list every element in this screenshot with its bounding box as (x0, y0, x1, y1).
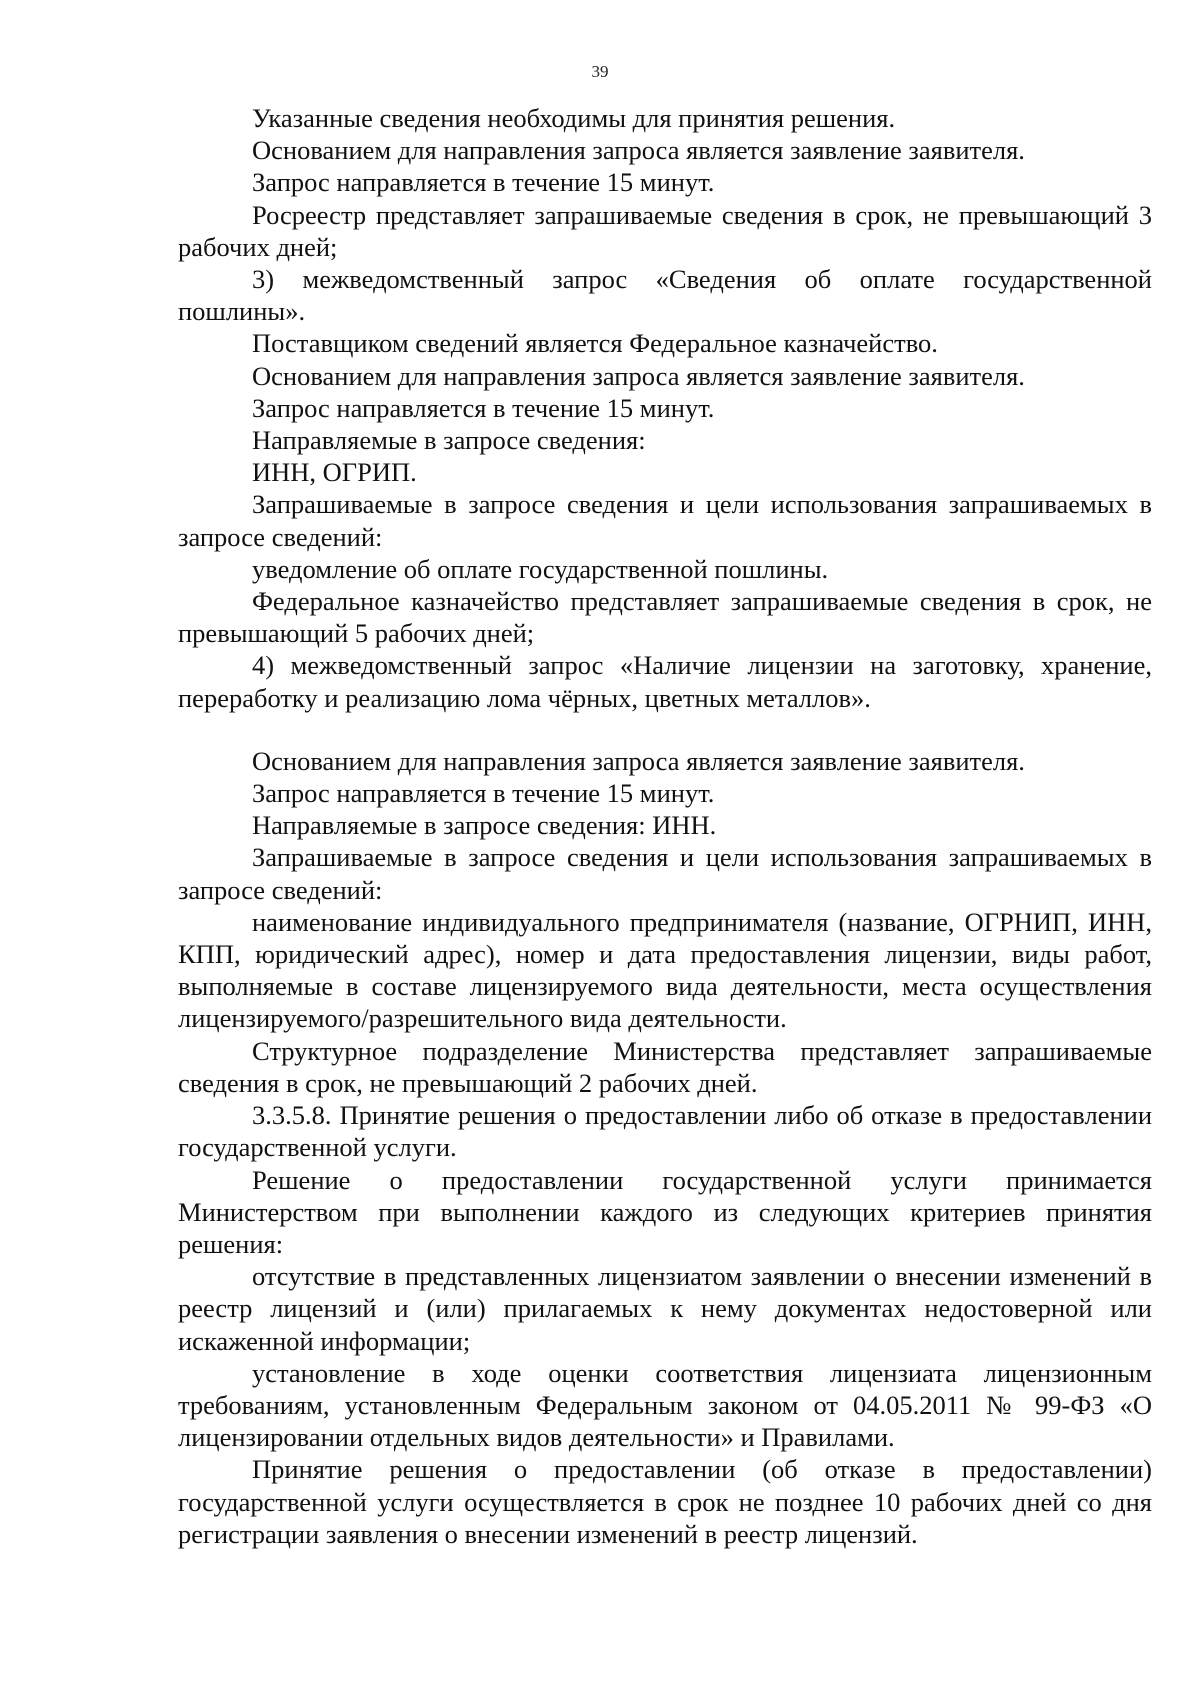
paragraph: Направляемые в запросе сведения: ИНН. (252, 810, 717, 841)
paragraph: Основанием для направления запроса является заявление заявителя. (252, 360, 1025, 391)
document-body (178, 102, 1152, 1550)
paragraph: Решение о предоставлении государственной услуги принимается Министерством при выполнении каждого из следующих критериев принятия решения: (178, 1164, 1152, 1259)
paragraph: 3) межведомственный запрос «Сведения об оплате государственной пошлины». (178, 264, 1152, 327)
paragraph: Запрос направляется в течение 15 минут. (252, 392, 715, 423)
paragraph: установление в ходе оценки соответствия лицензиата лицензионным требованиям, установленным Федеральным законом от 04.05.2011 № 99-ФЗ «О лицензировании отдельных видов деятельности» и Правилами. (178, 1357, 1152, 1453)
paragraph: Федеральное казначейство представляет запрашиваемые сведения в срок, не превышающий 5 рабочих дней; (178, 586, 1152, 649)
paragraph: Запрос направляется в течение 15 минут. (252, 778, 715, 809)
paragraph: 4) межведомственный запрос «Наличие лицензии на заготовку, хранение, переработку и реализацию лома чёрных, цветных металлов». (178, 650, 1152, 713)
paragraph: ИНН, ОГРИП. (252, 457, 417, 488)
paragraph: Росреестр представляет запрашиваемые сведения в срок, не превышающий 3 рабочих дней; (178, 199, 1152, 262)
paragraph: Запрашиваемые в запросе сведения и цели использования запрашиваемых в запросе сведений: (178, 842, 1152, 905)
paragraph: Основанием для направления запроса является заявление заявителя. (252, 135, 1025, 166)
paragraph: Принятие решения о предоставлении (об отказе в предоставлении) государственной услуги осуществляется в срок не позднее 10 рабочих дней со дня регистрации заявления о внесении изменений в реестр лицензий. (178, 1454, 1152, 1549)
paragraph: наименование индивидуального предпринимателя (название, ОГРНИП, ИНН, КПП, юридический адрес), номер и дата предоставления лицензии, виды работ, выполняемые в составе лицензируемого вида деятельности, места осуществления лицензируемого/разрешительного вида деятельности. (178, 906, 1152, 1034)
paragraph: уведомление об оплате государственной пошлины. (252, 553, 829, 584)
paragraph: Направляемые в запросе сведения: (252, 425, 646, 456)
page-number: 39 (591, 62, 609, 81)
paragraph: Основанием для направления запроса является заявление заявителя. (252, 745, 1025, 776)
paragraph: Структурное подразделение Министерства представляет запрашиваемые сведения в срок, не превышающий 2 рабочих дней. (178, 1035, 1152, 1098)
paragraph: 3.3.5.8. Принятие решения о предоставлении либо об отказе в предоставлении государственной услуги. (178, 1100, 1152, 1163)
paragraph: Поставщиком сведений является Федеральное казначейство. (252, 328, 938, 359)
paragraph: Указанные сведения необходимы для принятия решения. (252, 103, 896, 133)
paragraph: Запрашиваемые в запросе сведения и цели использования запрашиваемых в запросе сведений: (178, 489, 1152, 552)
paragraph: Запрос направляется в течение 15 минут. (252, 167, 715, 198)
paragraph: отсутствие в представленных лицензиатом заявлении о внесении изменений в реестр лицензий и (или) прилагаемых к нему документах недостоверной или искаженной информации; (178, 1261, 1152, 1356)
